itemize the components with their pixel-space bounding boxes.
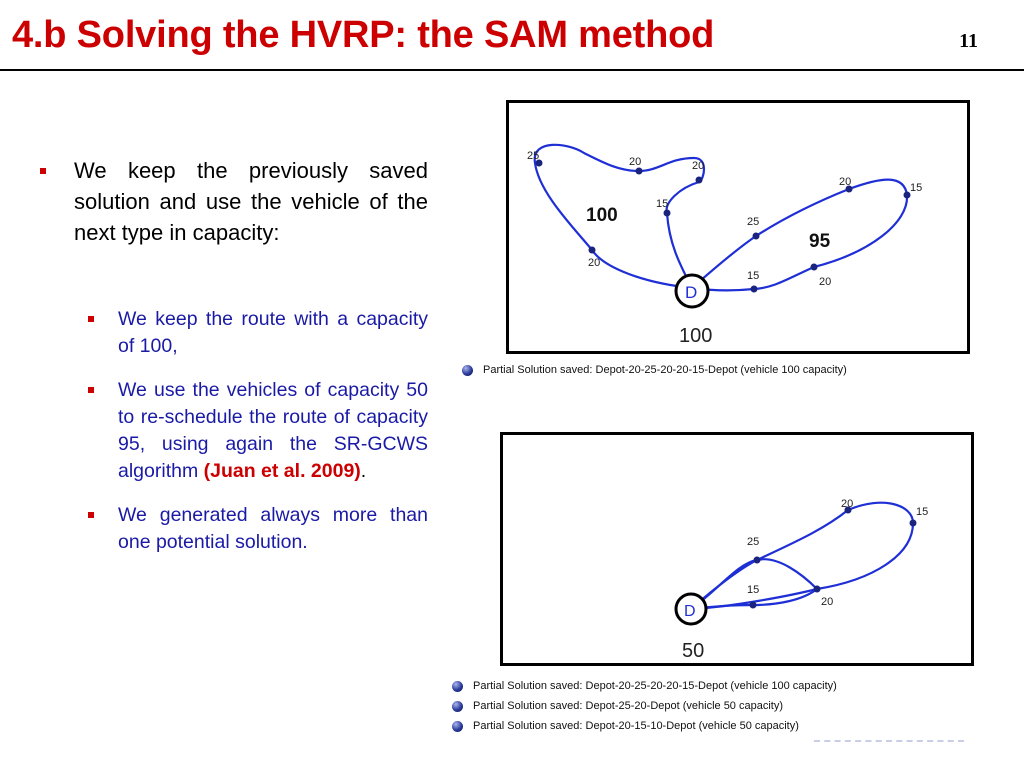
legend-row [452,696,837,716]
node-label: 25 [747,216,760,228]
sub-bullet [88,306,428,360]
route-load-label: 95 [809,231,831,252]
route-load-label: 100 [586,205,618,226]
depot-label: D [685,283,698,302]
node-label: 20 [841,498,854,510]
title-divider [0,69,1024,71]
legend-figure-2 [452,676,837,736]
citation-period: . [360,460,367,482]
node-label: 25 [747,536,760,548]
node-label: 15 [747,270,760,282]
bullet-orb-icon [452,701,463,712]
legend-text: Partial Solution saved: Depot-20-15-10-Depot (vehicle 50 capacity) [473,720,799,732]
sub-bullet-text: We generated always more than one potential solution. [118,504,428,553]
page-number: 11 [959,30,978,52]
main-bullet-text: We keep the previously saved solution and use the vehicle of the next type in capacity: [74,158,428,245]
bullet-square-icon [88,512,94,518]
sub-bullet [88,377,428,485]
legend-row [462,360,847,380]
bullet-square-icon [88,316,94,322]
depot-label: D [684,603,696,620]
bullet-square-icon [40,168,46,174]
sub-bullet-text: We keep the route with a capacity of 100, [118,308,428,357]
bullet-square-icon [88,387,94,393]
sub-bullet [88,502,428,556]
vehicle-capacity-label: 50 [682,640,705,662]
route-diagram-1 [509,103,967,351]
legend-row [452,676,837,696]
bullet-orb-icon [452,681,463,692]
slide-title: 4.b Solving the HVRP: the SAM method [12,14,715,56]
bullet-list [40,155,428,573]
sub-bullet-text: We use the vehicles of capacity 50 to re-schedule the route of capacity 95, using again the SR-GCWS algorithm [118,379,428,482]
node-label: 15 [910,182,923,194]
route-95-path [692,180,907,291]
main-bullet [40,155,428,248]
route-a-path [691,503,913,609]
legend-text: Partial Solution saved: Depot-20-25-20-20-15-Depot (vehicle 100 capacity) [483,364,847,376]
sub-bullet-list [88,306,428,556]
legend-text: Partial Solution saved: Depot-25-20-Depot (vehicle 50 capacity) [473,700,783,712]
node-label: 15 [656,198,669,210]
citation: (Juan et al. 2009) [203,460,361,482]
route-figure-2 [500,432,974,666]
node-label: 20 [821,596,834,608]
bullet-orb-icon [452,721,463,732]
footer-decoration [814,740,964,744]
route-100-path [535,145,704,288]
legend-row [452,716,837,736]
node-label: 15 [916,506,929,518]
sub-bullet-text-with-citation [118,377,428,485]
route-figure-1 [506,100,970,354]
vehicle-capacity-label: 100 [679,325,713,347]
node-label: 20 [692,160,705,172]
node-label: 20 [629,156,642,168]
node-label: 20 [588,257,601,269]
bullet-orb-icon [462,365,473,376]
node-label: 15 [747,584,760,596]
node-label: 20 [819,276,832,288]
legend-figure-1 [462,360,847,380]
legend-text: Partial Solution saved: Depot-20-25-20-20-15-Depot (vehicle 100 capacity) [473,680,837,692]
node-label: 20 [839,176,852,188]
route-diagram-2 [503,435,971,663]
node-label: 25 [527,150,540,162]
